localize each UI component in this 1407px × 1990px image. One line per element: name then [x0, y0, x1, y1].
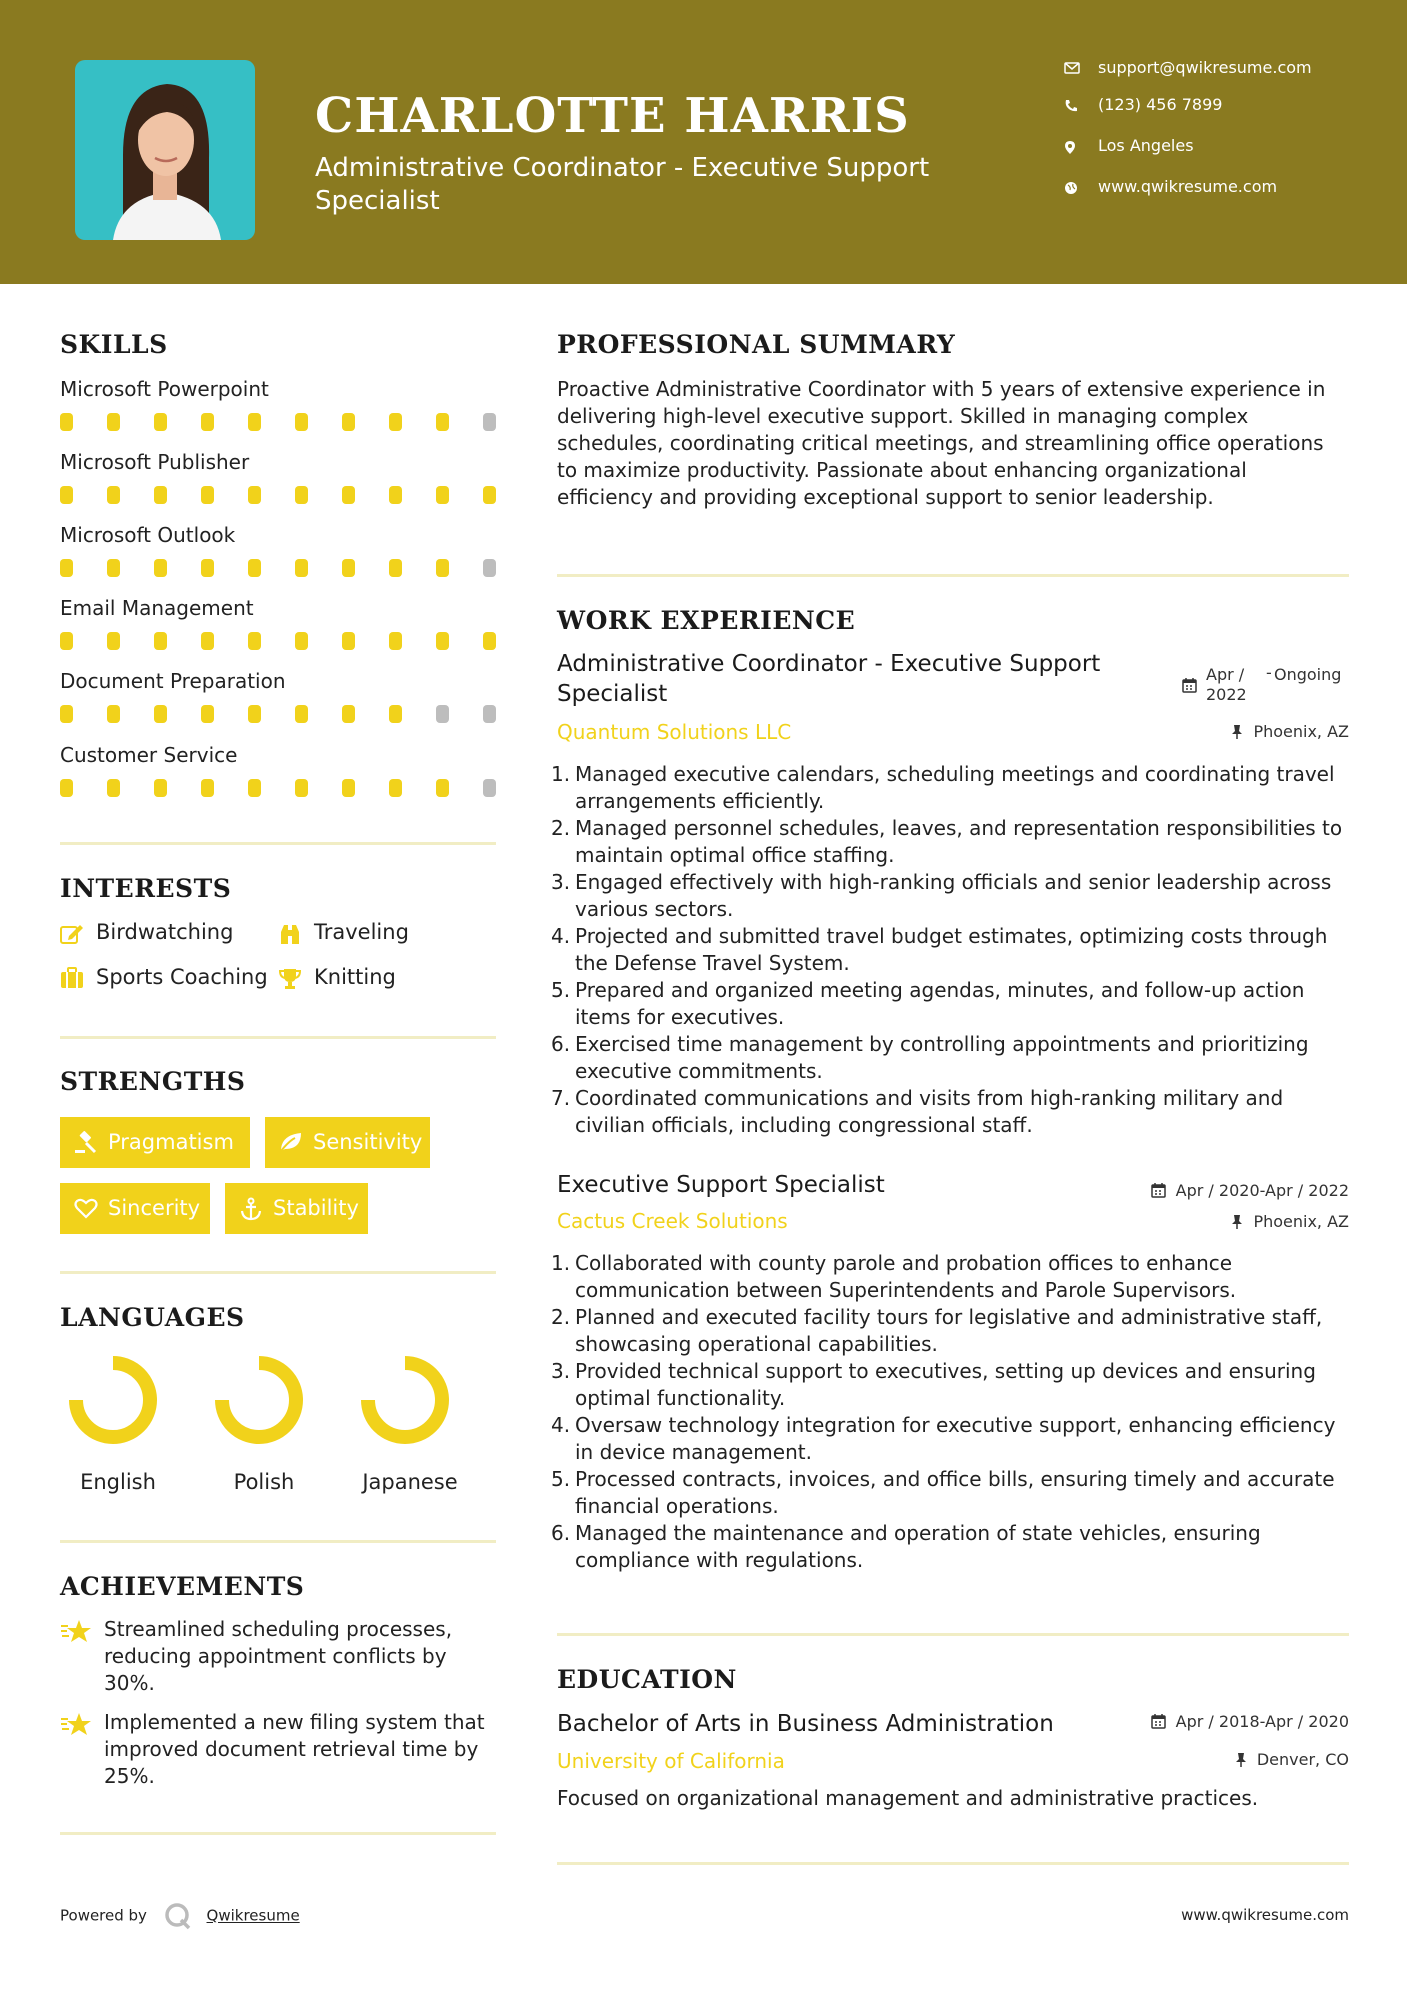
rating-dot-filled — [107, 559, 120, 577]
list-item: 5. Prepared and organized meeting agendas, minutes, and follow-up action items for executives. — [551, 978, 1305, 1029]
rating-dot-filled — [248, 779, 261, 797]
section-divider — [557, 1862, 1349, 1865]
education-description: Focused on organizational management and administrative practices. — [557, 1786, 1259, 1810]
rating-dot-filled — [60, 486, 73, 504]
job-date-text: Apr / 2020-Apr / 2022 — [1175, 1181, 1349, 1200]
strength-badge — [60, 1183, 210, 1234]
rating-dot-filled — [342, 559, 355, 577]
rating-dot-filled — [248, 486, 261, 504]
rating-dot-filled — [248, 559, 261, 577]
job-location — [1253, 1212, 1349, 1231]
skill-name: Microsoft Publisher — [60, 450, 250, 474]
strength-label: Sincerity — [108, 1196, 201, 1220]
rating-dot-filled — [436, 486, 449, 504]
skill-item — [60, 596, 496, 650]
achievement-item — [60, 1616, 496, 1700]
rating-dot-filled — [107, 486, 120, 504]
rating-dot-filled — [60, 413, 73, 431]
section-divider — [60, 1832, 496, 1835]
contact-phone[interactable] — [1060, 95, 1340, 114]
qwikresume-logo-icon — [164, 1902, 192, 1930]
contact-list — [1060, 58, 1340, 218]
rating-dot-filled — [107, 779, 120, 797]
rating-dot-filled — [342, 632, 355, 650]
language-name: Japanese — [362, 1470, 458, 1494]
job-location-text: Phoenix, AZ — [1253, 722, 1349, 741]
list-item: 5. Processed contracts, invoices, and office bills, ensuring timely and accurate financial operations. — [551, 1467, 1335, 1518]
skill-rating — [60, 632, 496, 650]
contact-website-text: www.qwikresume.com — [1098, 177, 1278, 196]
skill-item — [60, 450, 496, 504]
rating-dot-filled — [107, 413, 120, 431]
section-divider — [60, 1271, 496, 1274]
list-item: 2. Planned and executed facility tours for legislative and administrative staff, showcasing operational capabilities. — [551, 1305, 1323, 1356]
skill-rating — [60, 486, 496, 504]
achievements-heading: ACHIEVEMENTS — [60, 1572, 305, 1601]
rating-dot-filled — [436, 559, 449, 577]
envelope-icon — [1064, 62, 1080, 74]
skill-rating — [60, 413, 496, 431]
skill-rating — [60, 705, 496, 723]
experience-heading: WORK EXPERIENCE — [557, 606, 856, 635]
profile-photo — [75, 60, 255, 240]
rating-dot-filled — [201, 413, 214, 431]
education-location-text: Denver, CO — [1256, 1750, 1349, 1769]
rating-dot-filled — [295, 779, 308, 797]
skill-item — [60, 743, 496, 797]
list-item: 3. Provided technical support to executives, setting up devices and ensuring optimal functionality. — [551, 1359, 1316, 1410]
footer-powered — [60, 1902, 300, 1930]
skill-item — [60, 669, 496, 723]
rating-dot-empty — [483, 705, 496, 723]
calendar-icon — [1151, 1182, 1166, 1198]
job-company: Quantum Solutions LLC — [557, 720, 792, 744]
section-divider — [557, 1633, 1349, 1636]
pencil-square-icon — [60, 922, 84, 944]
languages-heading: LANGUAGES — [60, 1303, 245, 1332]
job-title: Administrative Coordinator - Executive Support Specialist — [557, 651, 1101, 707]
powered-by-text: Powered by — [60, 1906, 147, 1925]
language-rings — [60, 1345, 500, 1455]
star-icon — [60, 1711, 92, 1737]
heart-icon — [74, 1197, 98, 1219]
education-date-text: Apr / 2018-Apr / 2020 — [1175, 1712, 1349, 1731]
strengths-heading: STRENGTHS — [60, 1067, 246, 1096]
job-location-text: Phoenix, AZ — [1253, 1212, 1349, 1231]
job-date-end: Ongoing — [1274, 665, 1342, 684]
avatar — [75, 60, 255, 240]
calendar-icon — [1151, 1713, 1166, 1729]
education-heading: EDUCATION — [557, 1665, 737, 1694]
rating-dot-filled — [154, 559, 167, 577]
anchor-icon — [239, 1197, 263, 1221]
rating-dot-filled — [201, 559, 214, 577]
job-date-start: Apr / 2022 — [1206, 665, 1247, 704]
education-date — [1176, 1712, 1349, 1731]
achievement-text: Streamlined scheduling processes, reducing appointment conflicts by 30%. — [104, 1617, 453, 1695]
achievement-text: Implemented a new filing system that improved document retrieval time by 25%. — [104, 1710, 485, 1788]
job-location — [1253, 722, 1349, 741]
rating-dot-filled — [154, 632, 167, 650]
language-name: Polish — [233, 1470, 295, 1494]
rating-dot-filled — [436, 413, 449, 431]
rating-dot-filled — [248, 413, 261, 431]
rating-dot-empty — [483, 559, 496, 577]
section-divider — [557, 574, 1349, 577]
language-name: English — [80, 1470, 156, 1494]
pin-icon — [1231, 1214, 1243, 1230]
rating-dot-filled — [60, 779, 73, 797]
interest-label: Traveling — [314, 920, 409, 944]
rating-dot-filled — [389, 779, 402, 797]
list-item: 4. Projected and submitted travel budget estimates, optimizing costs through the Defense Travel System. — [551, 924, 1328, 975]
skill-name: Customer Service — [60, 743, 238, 767]
rating-dot-filled — [154, 413, 167, 431]
rating-dot-empty — [483, 779, 496, 797]
contact-email-text: support@qwikresume.com — [1098, 58, 1312, 77]
rating-dot-filled — [295, 413, 308, 431]
rating-dot-filled — [389, 413, 402, 431]
rating-dot-filled — [60, 632, 73, 650]
rating-dot-filled — [248, 705, 261, 723]
skill-rating — [60, 779, 496, 797]
language-level-ring — [368, 1363, 442, 1437]
job-date — [1176, 1181, 1349, 1200]
list-item: 6. Managed the maintenance and operation of state vehicles, ensuring compliance with regulations. — [551, 1521, 1261, 1572]
pin-icon — [1231, 724, 1243, 740]
achievement-item — [60, 1709, 496, 1793]
interests-heading: INTERESTS — [60, 874, 232, 903]
rating-dot-filled — [389, 486, 402, 504]
rating-dot-filled — [483, 486, 496, 504]
rating-dot-filled — [60, 559, 73, 577]
list-item: 2. Managed personnel schedules, leaves, and representation responsibilities to maintain optimal office staffing. — [551, 816, 1343, 867]
rating-dot-filled — [295, 486, 308, 504]
rating-dot-filled — [201, 486, 214, 504]
rating-dot-filled — [295, 559, 308, 577]
interest-label: Knitting — [314, 965, 396, 989]
education-school: University of California — [557, 1749, 785, 1773]
map-pin-icon — [1064, 140, 1076, 155]
skill-name: Microsoft Outlook — [60, 523, 236, 547]
contact-email[interactable] — [1060, 58, 1340, 77]
language-level-ring — [76, 1363, 150, 1437]
list-item: 7. Coordinated communications and visits from high-ranking military and civilian officials, including congressional staff. — [551, 1086, 1284, 1137]
job-title: Executive Support Specialist — [557, 1172, 885, 1198]
rating-dot-empty — [436, 705, 449, 723]
strength-badge — [225, 1183, 368, 1234]
rating-dot-filled — [436, 779, 449, 797]
list-item: 6. Exercised time management by controlling appointments and prioritizing executive commitments. — [551, 1032, 1309, 1083]
list-item: 4. Oversaw technology integration for executive support, enhancing efficiency in device management. — [551, 1413, 1336, 1464]
interest-label: Birdwatching — [96, 920, 234, 944]
job-responsibilities — [551, 761, 1347, 1139]
candidate-name: CHARLOTTE HARRIS — [315, 88, 910, 144]
strength-label: Stability — [273, 1196, 359, 1220]
binoculars-icon — [278, 922, 302, 946]
list-item: 1. Managed executive calendars, scheduling meetings and coordinating travel arrangements efficiently. — [551, 762, 1335, 813]
skill-rating — [60, 559, 496, 577]
rating-dot-filled — [154, 486, 167, 504]
candidate-title: Administrative Coordinator - Executive Support Specialist — [315, 153, 930, 216]
list-item: 1. Collaborated with county parole and probation offices to enhance communication between Superintendents and Parole Supervisors. — [551, 1251, 1237, 1302]
skill-item — [60, 377, 496, 431]
rating-dot-filled — [389, 705, 402, 723]
summary-heading: PROFESSIONAL SUMMARY — [557, 330, 956, 359]
education-location — [1257, 1750, 1349, 1769]
rating-dot-filled — [201, 779, 214, 797]
rating-dot-filled — [154, 779, 167, 797]
rating-dot-filled — [201, 705, 214, 723]
brand-link[interactable]: Qwikresume — [206, 1906, 300, 1925]
header-banner — [0, 0, 1407, 284]
strength-label: Sensitivity — [313, 1130, 423, 1154]
contact-location — [1060, 136, 1340, 155]
education-degree: Bachelor of Arts in Business Administration — [557, 1711, 1054, 1737]
rating-dot-filled — [342, 705, 355, 723]
rating-dot-filled — [107, 632, 120, 650]
rating-dot-filled — [342, 413, 355, 431]
leaf-icon — [279, 1131, 303, 1153]
strength-badge — [265, 1117, 430, 1168]
contact-phone-text: (123) 456 7899 — [1098, 95, 1223, 114]
gavel-icon — [74, 1131, 98, 1155]
interest-label: Sports Coaching — [96, 965, 268, 989]
strength-badge — [60, 1117, 250, 1168]
summary-text: Proactive Administrative Coordinator with 5 years of extensive experience in delivering high-level executive support. Skilled in managing complex schedules, coordinating critical meetings, and streamlining office operations to maximize productivity. Passionate about enhancing organizational efficiency and providing exceptional support to senior leadership. — [557, 377, 1326, 509]
skill-name: Document Preparation — [60, 669, 286, 693]
rating-dot-filled — [389, 632, 402, 650]
trophy-icon — [278, 967, 302, 991]
rating-dot-filled — [107, 705, 120, 723]
rating-dot-empty — [483, 413, 496, 431]
calendar-icon — [1182, 677, 1197, 693]
skill-name: Email Management — [60, 596, 254, 620]
job-company: Cactus Creek Solutions — [557, 1209, 788, 1233]
briefcase-icon — [60, 967, 84, 989]
rating-dot-filled — [201, 632, 214, 650]
rating-dot-filled — [436, 632, 449, 650]
section-divider — [60, 1036, 496, 1039]
job-responsibilities — [551, 1250, 1347, 1574]
skill-item — [60, 523, 496, 577]
rating-dot-filled — [295, 705, 308, 723]
section-divider — [60, 1540, 496, 1543]
rating-dot-filled — [154, 705, 167, 723]
skill-name: Microsoft Powerpoint — [60, 377, 269, 401]
pin-icon — [1235, 1752, 1247, 1768]
phone-icon — [1064, 99, 1078, 113]
contact-website[interactable] — [1060, 177, 1340, 196]
language-level-ring — [222, 1363, 296, 1437]
rating-dot-filled — [389, 559, 402, 577]
rating-dot-filled — [60, 705, 73, 723]
globe-icon — [1064, 181, 1078, 195]
rating-dot-filled — [295, 632, 308, 650]
contact-location-text: Los Angeles — [1098, 136, 1194, 155]
rating-dot-filled — [342, 486, 355, 504]
rating-dot-filled — [342, 779, 355, 797]
rating-dot-filled — [248, 632, 261, 650]
skills-heading: SKILLS — [60, 330, 168, 359]
strength-label: Pragmatism — [108, 1130, 234, 1154]
list-item: 3. Engaged effectively with high-ranking officials and senior leadership across various sectors. — [551, 870, 1332, 921]
rating-dot-filled — [483, 632, 496, 650]
section-divider — [60, 842, 496, 845]
footer-website[interactable]: www.qwikresume.com — [1181, 1906, 1349, 1924]
star-icon — [60, 1618, 92, 1644]
